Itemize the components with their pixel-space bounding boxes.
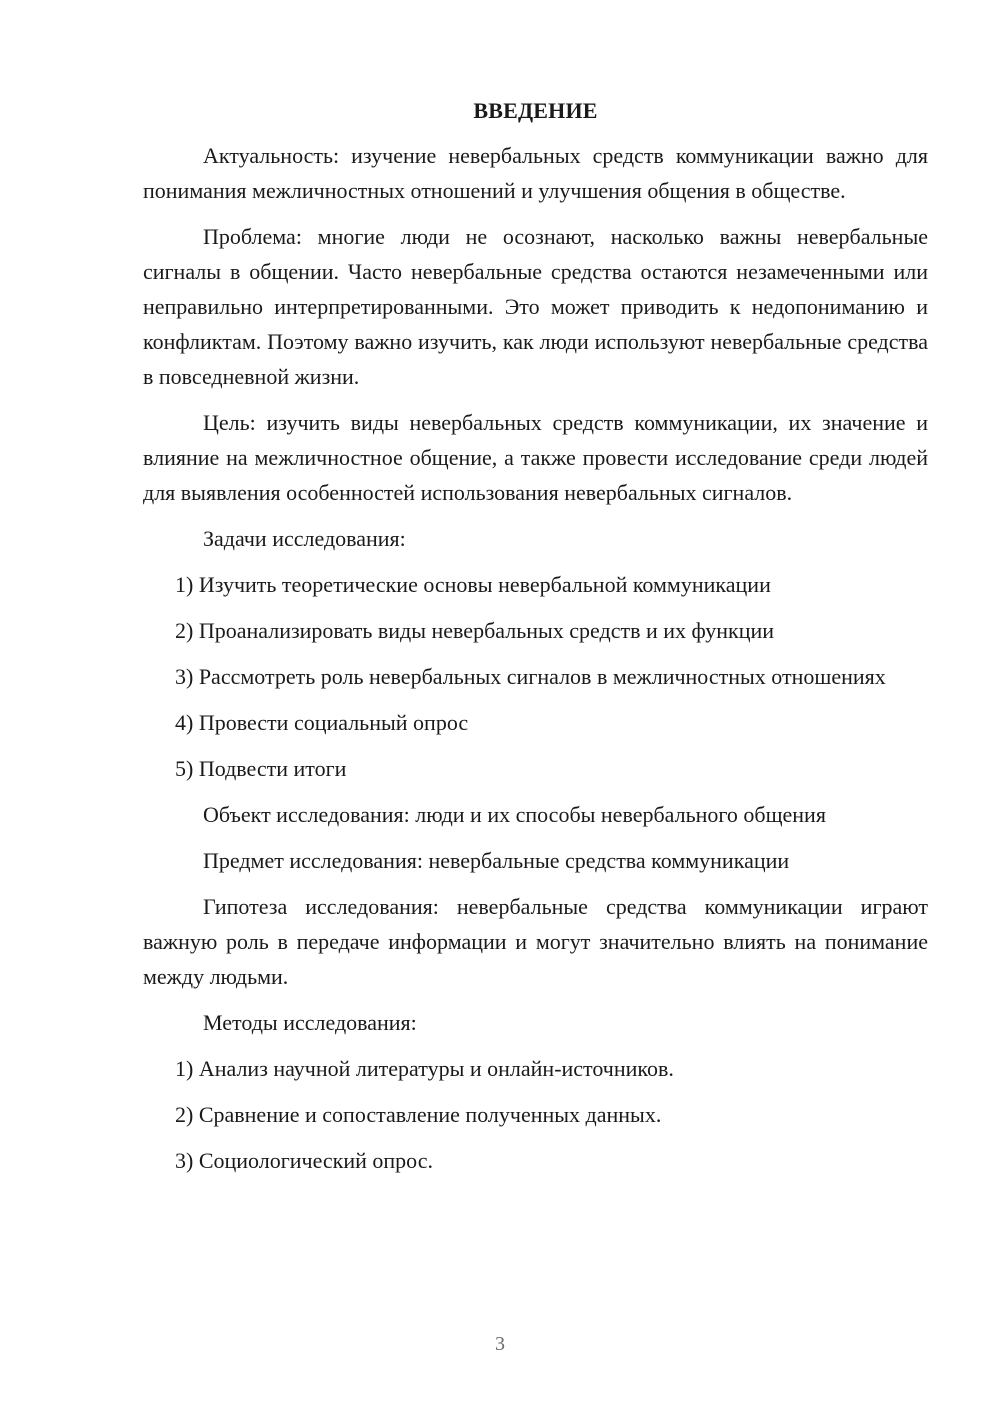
- method-item-1: 1) Анализ научной литературы и онлайн-источников.: [175, 1056, 674, 1081]
- methods-heading: Методы исследования:: [203, 1010, 417, 1035]
- subject-paragraph: Предмет исследования: невербальные средства коммуникации: [203, 848, 790, 873]
- tasks-heading: Задачи исследования:: [203, 526, 406, 551]
- problem-paragraph: Проблема: многие люди не осознают, насколько важны невербальные сигналы в общении. Часто невербальные средства остаются незамеченными или неправильно интерпретированными. Это может приводить к недопониманию и конфликтам. Поэтому важно изучить, как люди используют невербальные средства в повседневной жизни.: [143, 224, 928, 389]
- task-item-5: 5) Подвести итоги: [175, 756, 347, 781]
- document-title: ВВЕДЕНИЕ: [473, 98, 598, 123]
- task-item-3: 3) Рассмотреть роль невербальных сигналов в межличностных отношениях: [175, 664, 886, 689]
- task-item-2: 2) Проанализировать виды невербальных средств и их функции: [175, 618, 775, 643]
- object-paragraph: Объект исследования: люди и их способы невербального общения: [203, 802, 826, 827]
- page-number: 3: [495, 1333, 505, 1355]
- relevance-paragraph: Актуальность: изучение невербальных средств коммуникации важно для понимания межличностных отношений и улучшения общения в обществе.: [143, 143, 928, 203]
- task-item-1: 1) Изучить теоретические основы невербальной коммуникации: [175, 572, 771, 597]
- goal-paragraph: Цель: изучить виды невербальных средств коммуникации, их значение и влияние на межличностное общение, а также провести исследование среди людей для выявления особенностей использования невербальных сигналов.: [143, 410, 928, 505]
- method-item-2: 2) Сравнение и сопоставление полученных данных.: [175, 1102, 662, 1127]
- hypothesis-paragraph: Гипотеза исследования: невербальные средства коммуникации играют важную роль в передаче информации и могут значительно влиять на понимание между людьми.: [143, 894, 928, 989]
- document-page: [143, 93, 928, 1189]
- task-item-4: 4) Провести социальный опрос: [175, 710, 469, 735]
- method-item-3: 3) Социологический опрос.: [175, 1148, 433, 1173]
